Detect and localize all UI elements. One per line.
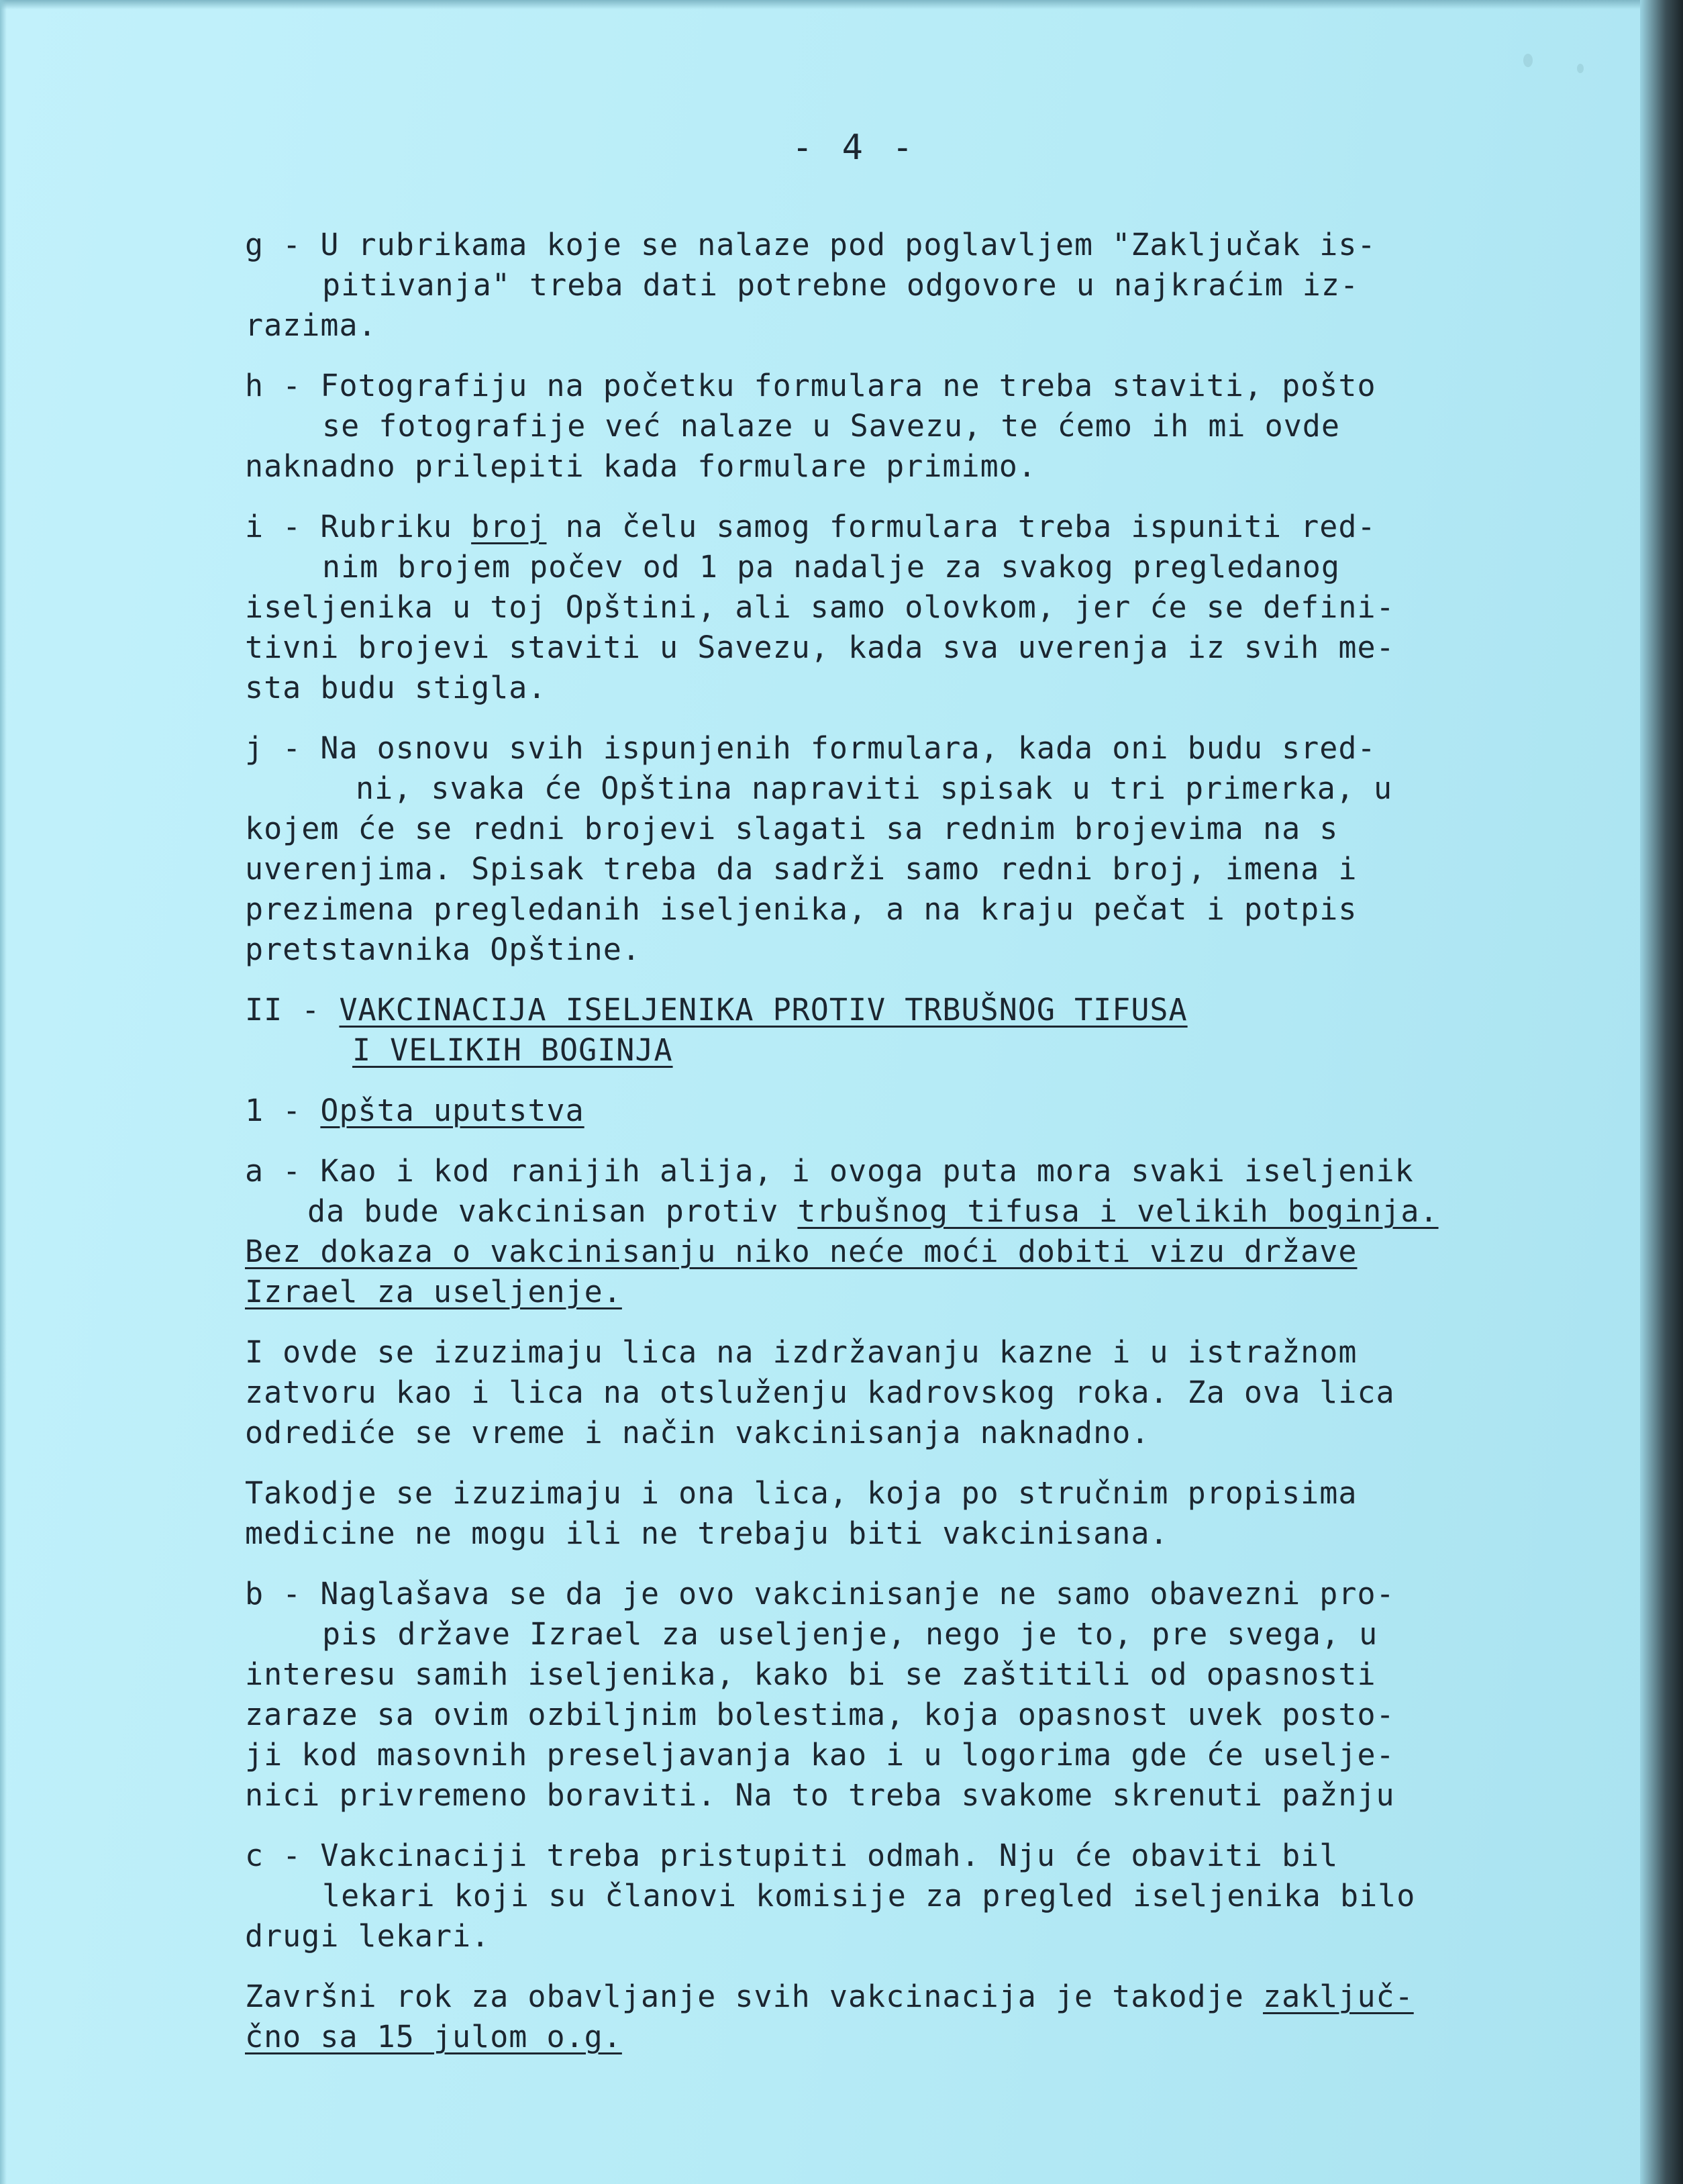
scan-edge-left bbox=[0, 0, 7, 2184]
text-segment: Završni rok za obavljanje svih vakcinacija je takodje bbox=[245, 1979, 1263, 2014]
scan-speck bbox=[1577, 64, 1584, 73]
underlined-word: broj bbox=[471, 509, 547, 544]
underlined-line: Bez dokaza o vakcinisanju niko neće moći dobiti vizu države bbox=[245, 1234, 1358, 1269]
scan-edge-top bbox=[0, 0, 1683, 9]
text-line: nim brojem počev od 1 pa nadalje za svakog pregledanog bbox=[322, 549, 1340, 585]
underlined-line: Izrael za useljenje. bbox=[245, 1274, 622, 1309]
scan-speck bbox=[1523, 54, 1533, 67]
text-line: drugi lekari. bbox=[245, 1918, 491, 1954]
text-line: pitivanja" treba dati potrebne odgovore u najkraćim iz- bbox=[322, 267, 1360, 303]
subsection-heading bbox=[245, 1091, 584, 1131]
heading-title: VAKCINACIJA ISELJENIKA PROTIV TRBUŠNOG TIFUSA bbox=[339, 992, 1188, 1028]
text-line: kojem će se redni brojevi slagati sa rednim brojevima na s bbox=[245, 811, 1339, 846]
text-segment: i - Rubriku bbox=[245, 509, 472, 544]
text-line: se fotografije već nalaze u Savezu, te ćemo ih mi ovde bbox=[322, 408, 1340, 444]
subsection-number: 1 - bbox=[245, 1093, 321, 1128]
text-line: naknadno prilepiti kada formulare primimo. bbox=[245, 448, 1037, 484]
text-line: ji kod masovnih preseljavanja kao i u logorima gde će uselje- bbox=[245, 1737, 1395, 1773]
page-number: - 4 - bbox=[792, 128, 917, 168]
text-line: tivni brojevi staviti u Savezu, kada sva uverenja iz svih me- bbox=[245, 630, 1395, 665]
text-line: odrediće se vreme i način vakcinisanja naknadno. bbox=[245, 1415, 1150, 1450]
text-line: b - Naglašava se da je ovo vakcinisanje ne samo obavezni pro- bbox=[245, 1576, 1395, 1611]
text-line: Takodje se izuzimaju i ona lica, koja po stručnim propisima bbox=[245, 1475, 1358, 1511]
text-line bbox=[307, 1191, 1439, 1232]
text-line: zatvoru kao i lica na otsluženju kadrovskog roka. Za ova lica bbox=[245, 1375, 1395, 1410]
text-line: g - U rubrikama koje se nalaze pod poglavljem "Zaključak is- bbox=[245, 227, 1376, 262]
section-heading bbox=[245, 990, 1188, 1030]
text-line bbox=[245, 507, 1376, 547]
text-line: zaraze sa ovim ozbiljnim bolestima, koja opasnost uvek posto- bbox=[245, 1697, 1395, 1732]
underlined-line: čno sa 15 julom o.g. bbox=[245, 2019, 622, 2054]
underlined-phrase: trbušnog tifusa i velikih boginja. bbox=[797, 1193, 1439, 1229]
text-line: sta budu stigla. bbox=[245, 670, 547, 705]
section-heading-continued: I VELIKIH BOGINJA bbox=[352, 1032, 673, 1068]
text-line: medicine ne mogu ili ne trebaju biti vakcinisana. bbox=[245, 1516, 1169, 1551]
text-line: prezimena pregledanih iseljenika, a na kraju pečat i potpis bbox=[245, 891, 1358, 927]
text-line: h - Fotografiju na početku formulara ne treba staviti, pošto bbox=[245, 368, 1376, 403]
text-line: iseljenika u toj Opštini, ali samo olovkom, jer će se defini- bbox=[245, 589, 1395, 625]
text-line: nici privremeno boraviti. Na to treba svakome skrenuti pažnju bbox=[245, 1777, 1395, 1813]
heading-number: II - bbox=[245, 992, 340, 1028]
text-line: a - Kao i kod ranijih alija, i ovoga puta mora svaki iseljenik bbox=[245, 1153, 1414, 1189]
subsection-title: Opšta uputstva bbox=[320, 1093, 584, 1128]
text-line: j - Na osnovu svih ispunjenih formulara, kada oni budu sred- bbox=[245, 730, 1376, 766]
text-line: uverenjima. Spisak treba da sadrži samo redni broj, imena i bbox=[245, 851, 1358, 887]
text-line: lekari koji su članovi komisije za pregled iseljenika bilo bbox=[322, 1878, 1416, 1914]
text-line: c - Vakcinaciji treba pristupiti odmah. Nju će obaviti bil bbox=[245, 1838, 1339, 1873]
text-line: I ovde se izuzimaju lica na izdržavanju kazne i u istražnom bbox=[245, 1334, 1358, 1370]
text-line: pis države Izrael za useljenje, nego je to, pre svega, u bbox=[322, 1616, 1378, 1652]
text-line: ni, svaka će Opština napraviti spisak u tri primerka, u bbox=[356, 771, 1393, 806]
text-line bbox=[245, 1977, 1414, 2017]
underlined-phrase: zaključ- bbox=[1262, 1979, 1414, 2014]
text-line: pretstavnika Opštine. bbox=[245, 932, 641, 967]
text-line: razima. bbox=[245, 307, 377, 343]
text-segment: na čelu samog formulara treba ispuniti red- bbox=[546, 509, 1376, 544]
text-line: interesu samih iseljenika, kako bi se zaštitili od opasnosti bbox=[245, 1656, 1376, 1692]
text-segment: da bude vakcinisan protiv bbox=[307, 1193, 798, 1229]
scan-edge-right bbox=[1640, 0, 1683, 2184]
